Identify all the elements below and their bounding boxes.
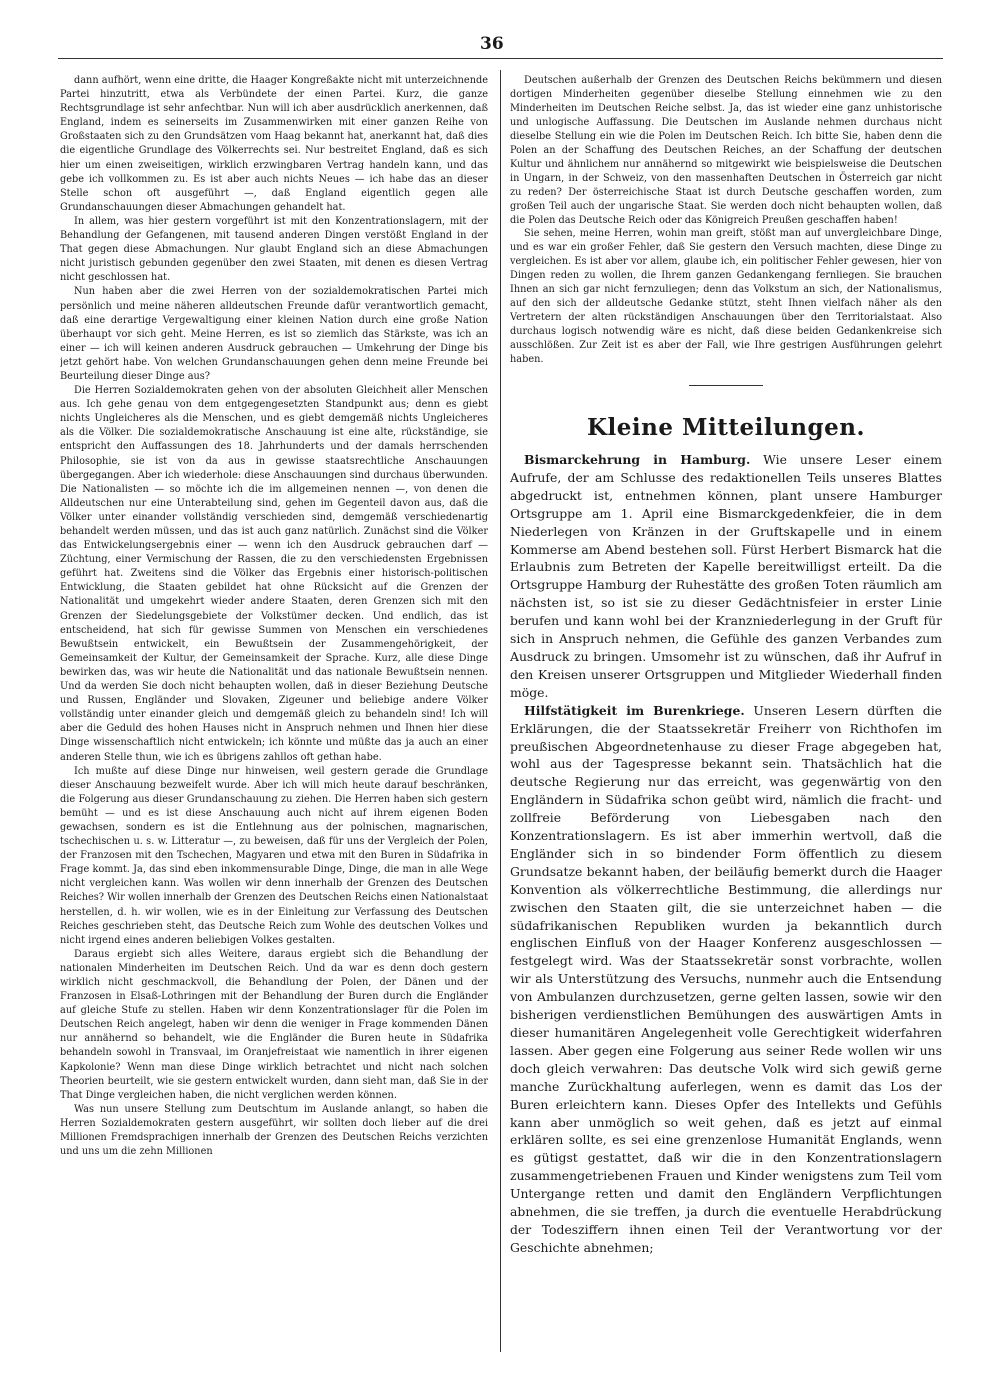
header-rule — [58, 58, 943, 59]
speech-continuation — [510, 74, 942, 367]
paragraph: Die Herren Sozialdemokraten gehen von der absoluten Gleichheit aller Menschen aus. Ich gehe genau von dem entgegengesetzten Standpunkt aus; denn es giebt nichts Ungleicheres als die Menschen, und es giebt demgemäß nichts Ungleicheres als die Völker. Die sozialdemokratische Anschauung ist eine alte, rückständige, sie entspricht den Auffassungen des 18. Jahrhunderts und der damals herrschenden Philosophie, sie ist von da aus in gewisse staatsrechtliche Anschauungen übergegangen. Aber ich wiederhole: diese Anschauungen sind durchaus überwunden. Die Nationalisten — so möchte ich die im allgemeinen nennen —, von denen die Alldeutschen nur eine Unterabteilung sind, gehen im Gegenteil davon aus, daß die Völker unter einander vollständig verschieden sind, demgemäß verschiedenartig behandelt werden müssen, und das ist auch ganz natürlich. Zunächst sind die Völker das Entwickelungsergebnis einer — wenn ich den Ausdruck gebrauchen darf — Züchtung, einer Vermischung der Rassen, die zu den verschiedensten Ergebnissen geführt hat. Zweitens sind die Völker das Ergebnis einer historisch-politischen Entwicklung, die Staaten gebildet hat ohne Rücksicht auf die Grenzen der Nationalität und umgekehrt wieder andere Staaten, deren Grenzen sich mit den Grenzen der Siedelungsgebiete der Volkstümer decken. Und endlich, das ist entscheidend, hat sich für gewisse Summen von Menschen ein verschiedenes Bewußtsein entwickelt, ein Bewußtsein der Zusammengehörigkeit, der Gemeinsamkeit der Kultur, der Gemeinsamkeit der Sprache. Kurz, alle diese Dinge bewirken das, was wir heute die Nationalität und das nationale Bewußtsein nennen. Und da werden Sie doch nicht behaupten wollen, daß in dieser Beziehung Deutsche und Russen, Engländer und Slovaken, Zigeuner und beliebige andere Völker vollständig unter einander gleich und demgemäß gleich zu behandeln sind! Ich will aber die Geduld des hohen Hauses nicht in Anspruch nehmen und Ihnen hier diese Dinge wissenschaftlich nicht entwickeln; ich könnte und müßte das ja auch an einer anderen Stelle thun, wie ich es übrigens zahllos oft gethan habe. — [60, 385, 488, 763]
right-column — [510, 74, 942, 1354]
section-title: Kleine Mitteilungen. — [587, 414, 865, 442]
paragraph: Ich mußte auf diese Dinge nur hinweisen, weil gestern gerade die Grundlage dieser Anschauung bezweifelt wurde. Aber ich will mich heute darauf beschränken, die Folgerung aus dieser Grundanschauung zu ziehen. Die Herren haben sich gestern bemüht — und es ist diese Anschauung auch nicht auf ihrem eigenen Boden gewachsen, sondern es ist die Entlehnung aus der polnischen, magnarischen, tschechischen u. s. w. Litteratur —, zu beweisen, daß für uns der Vergleich der Polen, der Franzosen mit den Tschechen, Magyaren und etwa mit den Buren in Südafrika in Frage kommt. Ja, das sind eben inkommensurable Dinge, Dinge, die man in alle Wege nicht vergleichen kann. Was wollen wir denn innerhalb der Grenzen des Deutschen Reiches? Wir wollen innerhalb der Grenzen des Deutschen Reichs einen Nationalstaat herstellen, d. h. wir wollen, wie es in der Einleitung zur Verfassung des Deutschen Reiches geschrieben steht, das Deutsche Reich zum Wohle des deutschen Volkes und nicht irgend eines anderen beliebigen Volkes gestalten. — [60, 765, 488, 946]
paragraph: Deutschen außerhalb der Grenzen des Deutschen Reichs bekümmern und diesen dortigen Minderheiten gegenüber dieselbe Stellung einnehmen wie zu den Minderheiten im Deutschen Reiche selbst. Ja, das ist wieder eine ganz unhistorische und unlogische Auffassung. Die Deutschen im Auslande nehmen durchaus nicht dieselbe Stellung ein wie die Polen im Deutschen Reich. Ich bitte Sie, haben denn die Polen an der Schaffung des Deutschen Reiches, an der Schaffung der deutschen Kultur und ähnlichem nur annähernd so mitgewirkt wie beispielsweise die Deutschen in Ungarn, in der Schweiz, von den massenhaften Deutschen in Österreich gar nicht zu reden? Der österreichische Staat ist durch Deutsche geschaffen worden, zum großen Teil auch der ungarische Staat. Sie werden doch nicht behaupten wollen, daß die Polen das Deutsche Reich oder das Königreich Preußen geschaffen haben! — [510, 75, 942, 226]
column-divider — [500, 70, 501, 1352]
news-item — [510, 451, 942, 702]
paragraph: Nun haben aber die zwei Herren von der sozialdemokratischen Partei mich persönlich und meine näheren alldeutschen Freunde dafür verantwortlich gemacht, daß eine derartige Vergewaltigung einer kleinen Nation durch eine große Nation überhaupt vor sich geht. Meine Herren, es ist so ziemlich das Stärkste, was ich an einer — ich will keinen anderen Ausdruck gebrauchen — Umkehrung der Dinge bis jetzt gehört habe. Von welchen Grundanschauungen gehen denn meine Freunde bei Beurteilung dieser Dinge aus? — [60, 286, 488, 382]
paragraph: Daraus ergiebt sich alles Weitere, daraus ergiebt sich die Behandlung der nationalen Minderheiten im Deutschen Reich. Und da war es denn doch gestern wirklich nicht geschmackvoll, die Behandlung der Polen, der Dänen und der Franzosen in Elsaß-Lothringen mit der Behandlung der Buren durch die Engländer auf gleiche Stufe zu stellen. Haben wir denn Konzentrationslager für die Polen im Deutschen Reich angelegt, haben wir denn die weniger in Frage kommenden Dänen nur annähernd so behandelt, wie die Engländer die Buren heute in Südafrika behandeln sowohl in Transvaal, im Oranjefreistaat wie namentlich in ihrer eigenen Kapkolonie? Wenn man diese Dinge wirklich betrachtet und nicht nach solchen Theorien beurteilt, wie sie gestern entwickelt wurden, dann sieht man, daß Sie in der That Dinge vergleichen haben, die nicht verglichen werden können. — [60, 948, 488, 1101]
paragraph: Sie sehen, meine Herren, wohin man greift, stößt man auf unvergleichbare Dinge, und es war ein großer Fehler, daß Sie gestern den Versuch machten, diese Dinge zu vergleichen. Es ist aber vor allem, glaube ich, ein politischer Fehler gewesen, hier von Dingen reden zu wollen, die Ihrem ganzen Gedankengang fernliegen. Sie brauchen Ihnen an sich gar nicht fernzuliegen; denn das Volkstum an sich, der Nationalismus, auf den sich der alldeutsche Gedanke stützt, steht Ihnen vielfach näher als den Vertretern der alten rückständigen Anschauungen über den Territorialstaat. Also durchaus logisch notwendig wäre es nicht, daß diese beiden Gedankenkreise sich ausschlößen. Zur Zeit ist es aber der Fall, wie Ihre gestrigen Ausführungen gelehrt haben. — [510, 228, 942, 366]
news-item — [510, 702, 942, 1257]
news-item-heading: Bismarckehrung in Hamburg. — [524, 452, 751, 468]
news-item-heading: Hilfstätigkeit im Burenkriege. — [524, 702, 745, 718]
left-column — [60, 74, 488, 1354]
page-number: 36 — [480, 34, 504, 54]
paragraph: In allem, was hier gestern vorgeführt ist mit den Konzentrationslagern, mit der Behandlung der Gefangenen, mit tausend anderen Dingen verstößt England in der That gegen diese Abmachungen. Nur glaubt England sich an diese Abmachungen nicht juristisch gebunden gegenüber den zwei Staaten, mit denen es diesen Vertrag nicht geschlossen hat. — [60, 215, 488, 284]
news-items — [510, 451, 942, 1257]
section-divider — [689, 385, 763, 386]
paragraph: Was nun unsere Stellung zum Deutschtum im Auslande anlangt, so haben die Herren Sozialdemokraten gestern ausgeführt, wir sollten doch lieber auf die drei Millionen Fremdsprachigen innerhalb der Grenzen des Deutschen Reichs verzichten und uns um die zehn Millionen — [60, 1103, 488, 1158]
news-item-text: Unseren Lesern dürften die Erklärungen, die der Staatssekretär Freiherr von Richthofen im preußischen Abgeordnetenhause zu dieser Frage abgegeben hat, wohl aus der Tagespresse bekannt sein. Thatsächlich hat die deutsche Regierung nur das erreicht, was gegenwärtig von den Engländern in Südafrika schon geübt wird, nämlich die fracht- und zollfreie Beförderung von Liebesgaben nach den Konzentrationslagern. Es ist aber immerhin wertvoll, daß die Engländer sich in so bindender Form öffentlich zu diesem Grundsatze bekannt haben, der beiläufig bemerkt durch die Haager Konvention als völkerrechtliche Bestimmung, die allerdings nur zwischen den Staaten gilt, die sie unterzeichnet haben — die südafrikanischen Republiken wurden ja bekanntlich durch englischen Einfluß von der Haager Konferenz ausgeschlossen — festgelegt wird. Was der Staatssekretär sonst vorbrachte, wollen wir als Unterstützung des Versuchs, nunmehr auch die Entsendung von Ambulanzen durchzusetzen, gerne gelten lassen, sowie wir den bisherigen verdienstlichen Bemühungen des auswärtigen Amts in dieser humanitären Angelegenheit volle Gerechtigkeit widerfahren lassen. Aber gegen eine Folgerung aus seiner Rede wollen wir uns doch gleich verwahren: Das deutsche Volk wird sich gewiß gerne manche Zurückhaltung auferlegen, wenn es damit das Los der Buren erleichtern kann. Dieses Opfer des Intellekts und Gefühls kann aber unmöglich so weit gehen, daß es jetzt auf einmal erklären sollte, es sei eine grenzenlose Humanität Englands, wenn es gütigst gestattet, daß wir die in den Konzentrationslagern zusammengetriebenen Frauen und Kinder wenigstens zum Teil vom Untergange retten und damit den Engländern Verpflichtungen abnehmen, die sie treffen, ja durch die eventuelle Herabdrückung der Todesziffern ihnen einen Teil der Verantwortung vor der Geschichte abnehmen; — [510, 702, 942, 1255]
news-item-text: Wie unsere Leser einem Aufrufe, der am Schlusse des redaktionellen Teils unseres Blattes abgedruckt ist, entnehmen können, plant unsere Hamburger Ortsgruppe am 1. April eine Bismarckgedenkfeier, die in dem Niederlegen von Kränzen in der Gruftskapelle und in einem Kommerse am Abend bestehen soll. Fürst Herbert Bismarck hat die Erlaubnis zum Betreten der Kapelle bereitwilligst erteilt. Da die Ortsgruppe Hamburg der Ruhestätte des großen Toten räumlich am nächsten ist, so ist sie zu dieser Gedächtnisfeier in erster Linie berufen und kann wohl bei der Kranzniederlegung in der Gruft für sich in Anspruch nehmen, die Gefühle des ganzen Verbandes zum Ausdruck zu bringen. Umsomehr ist zu wünschen, daß ihr Aufruf in den Kreisen unserer Ortsgruppen und Mitglieder Wiederhall finden möge. — [510, 452, 942, 700]
paragraph: dann aufhört, wenn eine dritte, die Haager Kongreßakte nicht mit unterzeichnende Partei hinzutritt, etwa als Verbündete der einen Partei. Kurz, die ganze Rechtsgrundlage ist sehr anfechtbar. Nun will ich aber ausdrücklich anerkennen, daß England, indem es seinerseits im Zusammenwirken mit einer ganzen Reihe von Großstaaten sich zu den Grundsätzen vom Haag bekannt hat, anerkannt hat, daß dies die eigentliche Grundlage des Völkerrechts sei. Nur bestreitet England, daß es sich hier um einen zweiseitigen, wirklich erzwingbaren Vertrag handeln kann, und das gebe ich vollkommen zu. Es ist aber auch nichts Neues — ich habe das an dieser Stelle schon oft ausgeführt —, daß England eigentlich gegen alle Grundanschauungen dieser Abmachungen gehandelt hat. — [60, 75, 488, 213]
